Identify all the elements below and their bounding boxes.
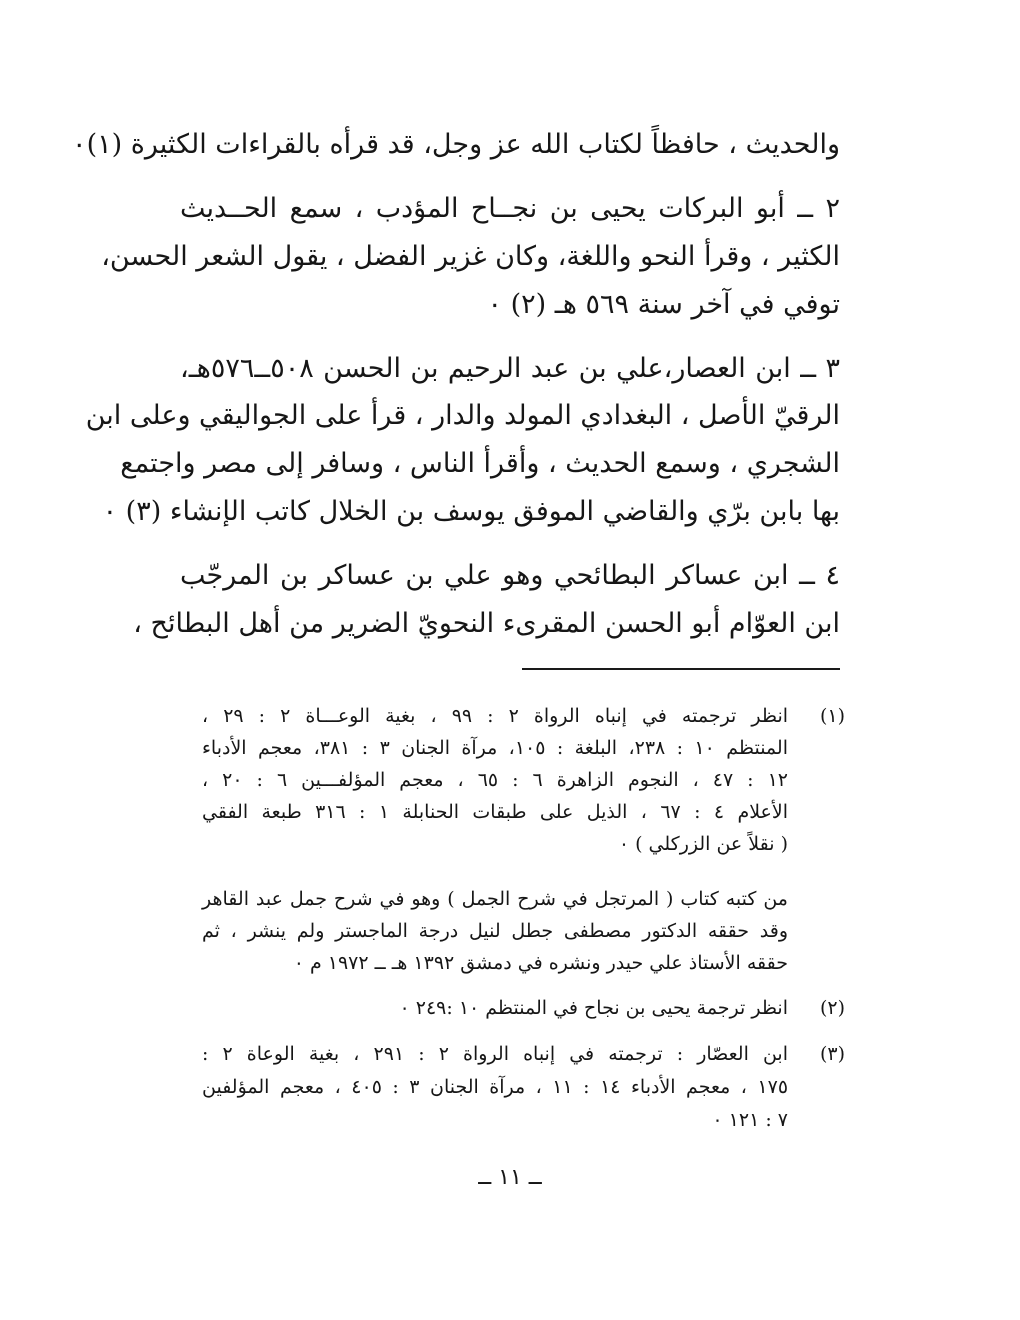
footnote-line: انظر ترجمة يحيى بن نجاح في المنتظم ١٠ :٢٤٩ ٠	[399, 997, 788, 1019]
footnote-line: المنتظم ١٠ : ٢٣٨، البلغة : ١٠٥، مرآة الجنان ٣ : ٣٨١، معجم الأدباء	[202, 737, 788, 759]
footnote-number: (١)	[819, 705, 845, 727]
footnote-number: (٣)	[819, 1043, 845, 1065]
body-line: والحديث ، حافظاً لكتاب الله عز وجل، قد قرأه بالقراءات الكثيرة (١)٠	[72, 129, 840, 160]
footnote-number: (٢)	[819, 997, 845, 1019]
body-line: الشجري ، وسمع الحديث ، وأقرأ الناس ، وسافر إلى مصر واجتمع	[120, 448, 840, 479]
footnote-line: ١٢ : ٤٧ ، النجوم الزاهرة ٦ : ٦٥ ، معجم المؤلفـــين ٦ : ٢٠ ،	[202, 769, 788, 791]
body-line: ٣ ــ ابن العصار،علي بن عبد الرحيم بن الحسن ٥٠٨ــ٥٧٦هـ،	[180, 353, 840, 384]
footnote-line: حققه الأستاذ علي حيدر ونشره في دمشق ١٣٩٢ هـ ــ ١٩٧٢ م ٠	[293, 952, 788, 974]
footnote-line: من كتبه كتاب ( المرتجل في شرح الجمل ) وهو في شرح جمل عبد القاهر	[202, 888, 788, 910]
body-line: توفي في آخر سنة ٥٦٩ هـ (٢) ٠	[487, 289, 840, 320]
footnote-line: ٧ : ١٢١ ٠	[712, 1109, 788, 1131]
body-line: ابن العوّام أبو الحسن المقرىء النحويّ الضرير من أهل البطائح ،	[133, 608, 840, 639]
footnote-line: انظر ترجمته في إنباه الرواة ٢ : ٩٩ ، بغية الوعـــاة ٢ : ٢٩ ،	[202, 705, 789, 727]
footnote-line: ابن العصّار : ترجمته في إنباه الرواة ٢ : ٢٩١ ، بغية الوعاة ٢ :	[202, 1043, 788, 1065]
body-line: الرقيّ الأصل ، البغدادي المولد والدار ، قرأ على الجواليقي وعلى ابن	[85, 400, 840, 431]
body-line: ٤ ــ ابن عساكر البطائحي وهو علي بن عساكر بن المرجّب	[180, 560, 840, 591]
footnote-line: ( نقلاً عن الزركلي ) ٠	[618, 833, 788, 855]
footnote-line: الأعلام ٤ : ٦٧ ، الذيل على طبقات الحنابلة ١ : ٣١٦ طبعة الفقي	[202, 801, 789, 823]
body-line: بها بابن برّي والقاضي الموفق يوسف بن الخلال كاتب الإنشاء (٣) ٠	[102, 496, 840, 527]
body-line: الكثير ، وقرأ النحو واللغة، وكان غزير الفضل ، يقول الشعر الحسن،	[101, 241, 840, 272]
footnote-separator	[522, 668, 840, 670]
page-number: ــ ١١ ــ	[478, 1165, 542, 1190]
footnote-line: وقد حققه الدكتور مصطفى جطل لنيل درجة الماجستر ولم ينشر ، ثم	[202, 920, 788, 942]
body-line: ٢ ــ أبو البركات يحيى بن نجــاح المؤدب ، سمع الحــديث	[180, 193, 840, 224]
footnote-line: ١٧٥ ، معجم الأدباء ١٤ : ١١ ، مرآة الجنان ٣ : ٤٠٥ ، معجم المؤلفين	[202, 1076, 789, 1098]
